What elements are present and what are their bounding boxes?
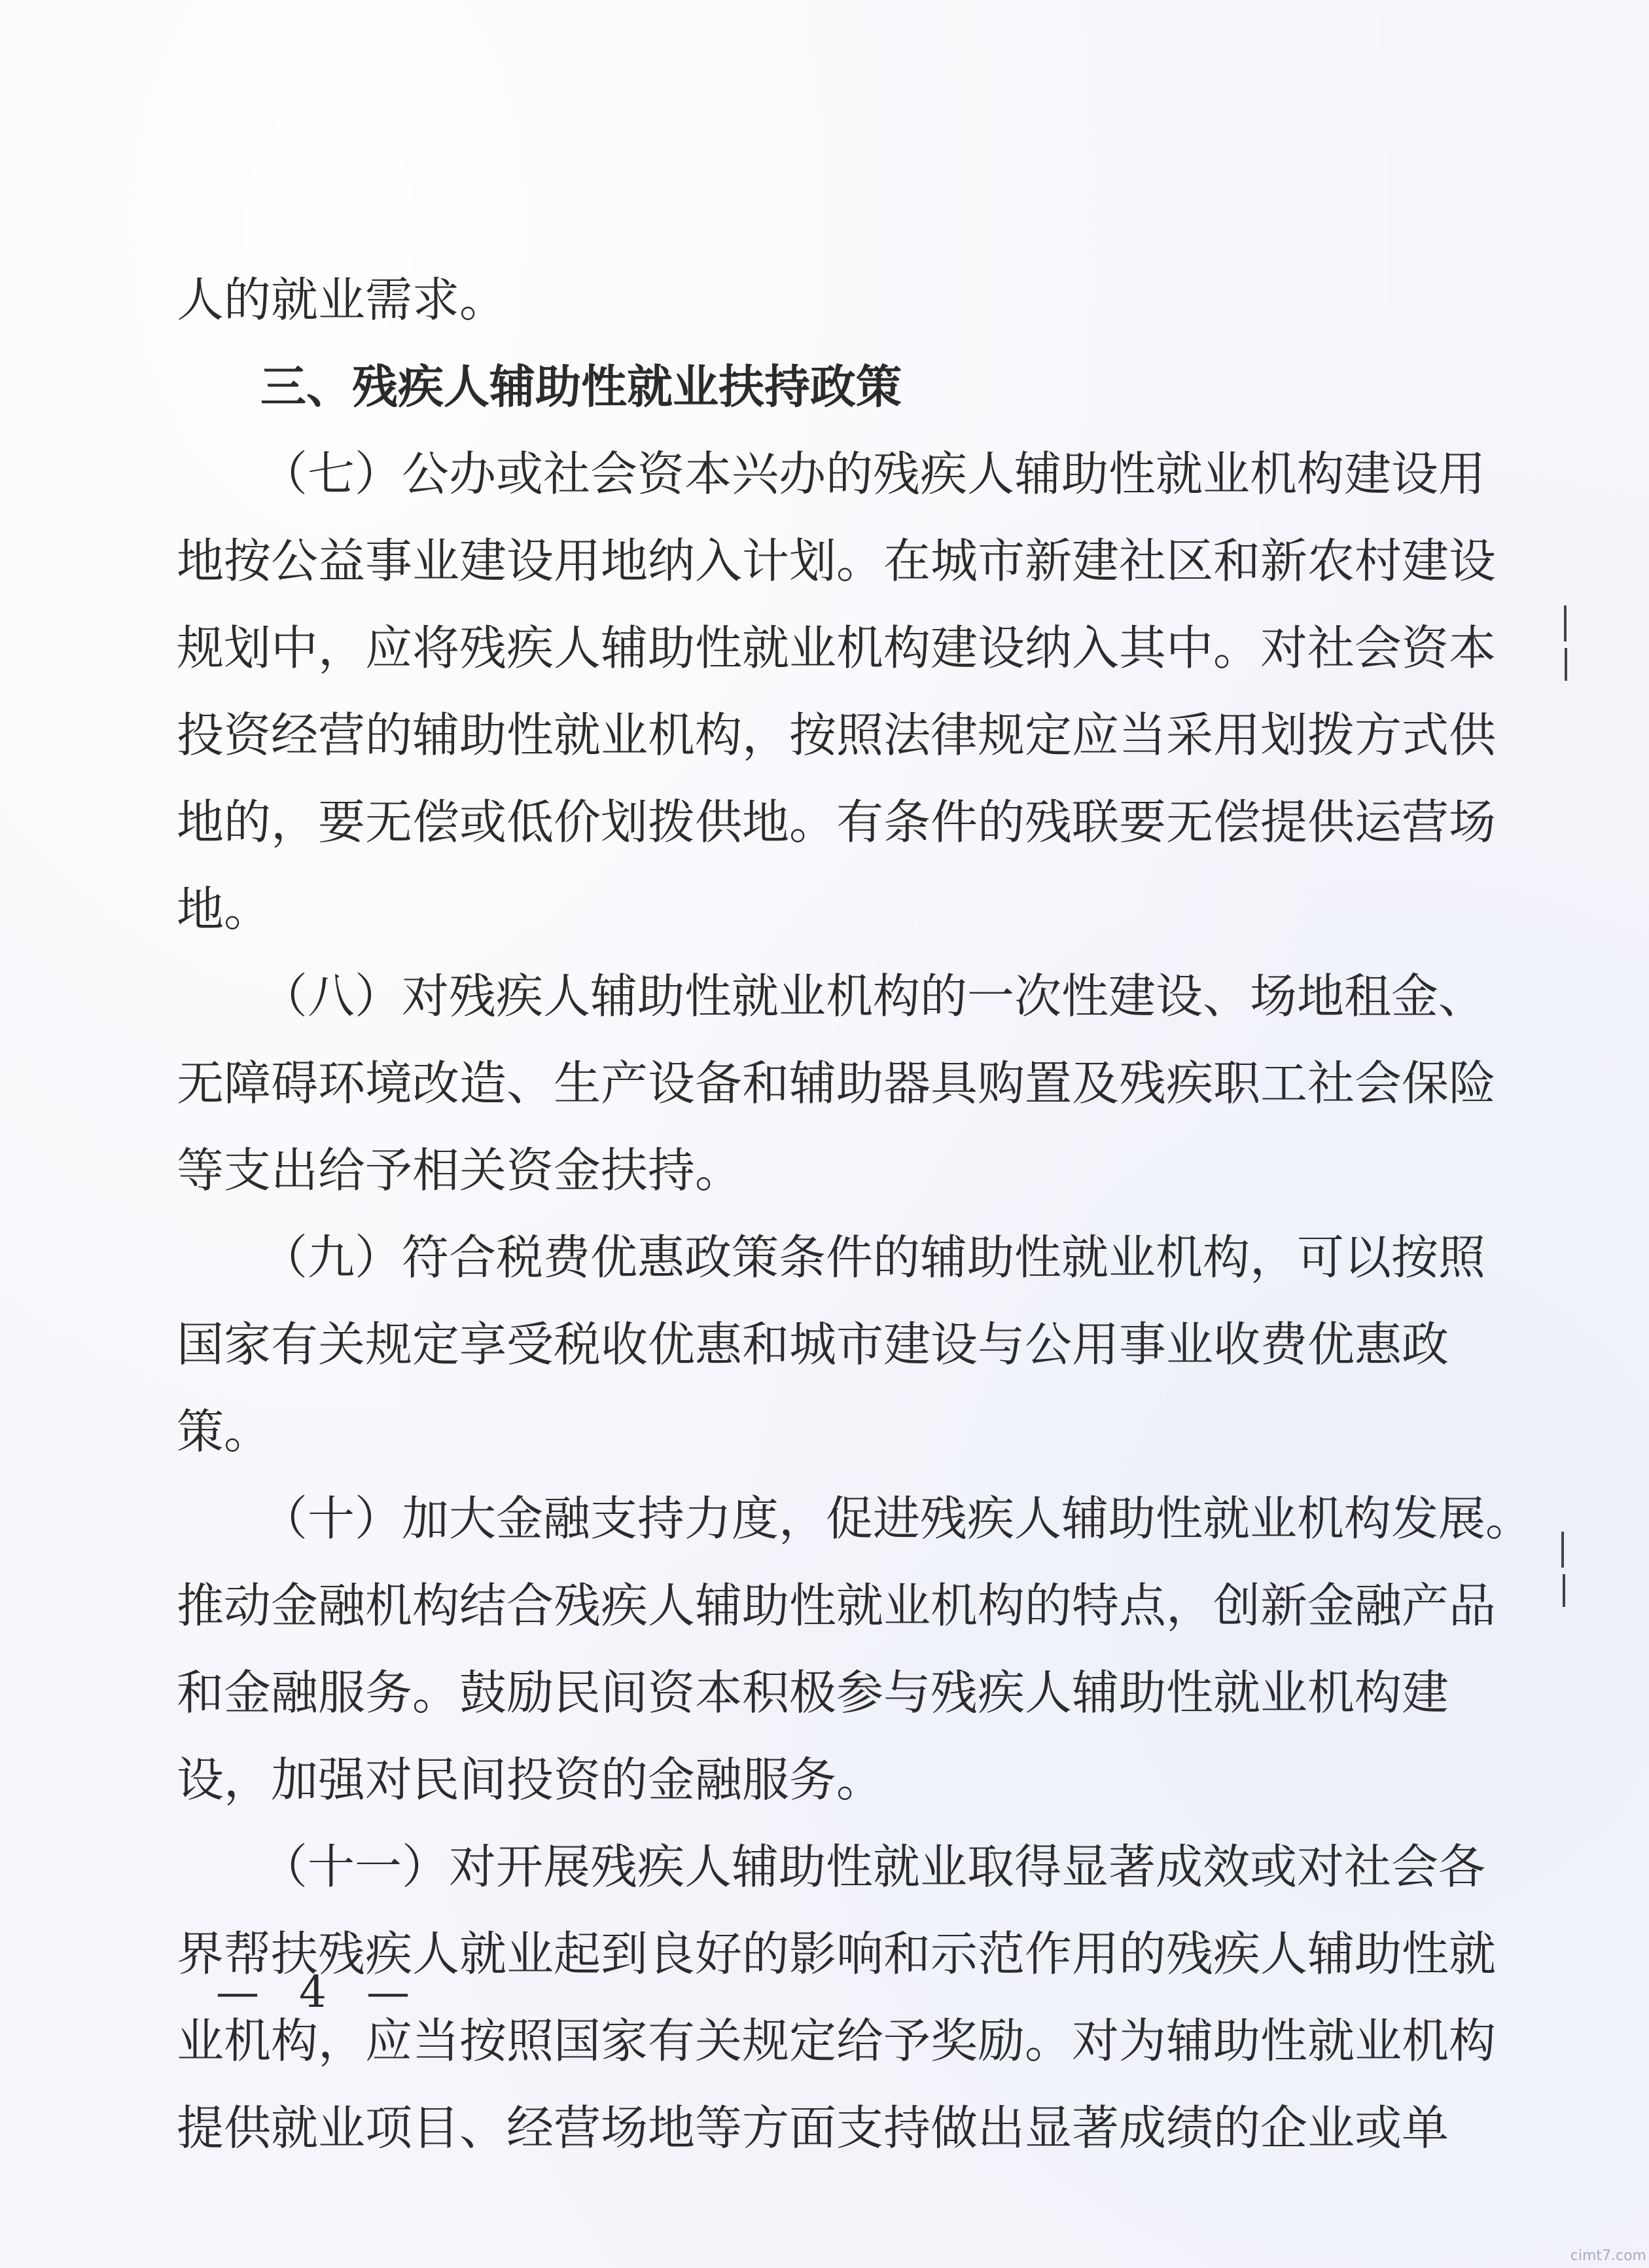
paragraph-line: 地按公益事业建设用地纳入计划。在城市新建社区和新农村建设 [177,533,1497,588]
paragraph-line: 地的，要无偿或低价划拨供地。有条件的残联要无偿提供运营场 [177,795,1497,850]
paragraph-line: 界帮扶残疾人就业起到良好的影响和示范作用的残疾人辅助性就 [177,1926,1497,1981]
page-number: — 4 — [216,1967,423,2017]
paragraph-line: 等支出给予相关资金扶持。 [177,1143,743,1198]
paragraph-line: （八）对残疾人辅助性就业机构的一次性建设、场地租金、 [260,969,1486,1024]
paragraph-line: 地。 [177,882,272,937]
paragraph-line: 策。 [177,1404,272,1459]
section-heading: 三、残疾人辅助性就业扶持政策 [260,360,902,414]
watermark: cimt7.com [1570,2248,1646,2264]
paragraph-line: 设，加强对民间投资的金融服务。 [177,1752,884,1807]
staple-mark-upper [1564,605,1567,641]
paragraph-line: 规划中，应将残疾人辅助性就业机构建设纳入其中。对社会资本 [177,621,1497,675]
paragraph-line: 投资经营的辅助性就业机构，按照法律规定应当采用划拨方式供 [177,708,1497,763]
paragraph-line: 提供就业项目、经营场地等方面支持做出显著成绩的企业或单 [177,2100,1449,2155]
paragraph-line: （七）公办或社会资本兴办的残疾人辅助性就业机构建设用 [260,446,1486,501]
staple-mark-lower-2 [1563,1574,1565,1607]
paragraph-line: 无障碍环境改造、生产设备和辅助器具购置及残疾职工社会保险 [177,1056,1497,1111]
paragraph-line: 人的就业需求。 [177,272,507,327]
paragraph-line: （十）加大金融支持力度，促进残疾人辅助性就业机构发展。 [260,1491,1533,1546]
document-body [177,257,1533,2172]
paragraph-line: 国家有关规定享受税收优惠和城市建设与公用事业收费优惠政 [177,1317,1449,1372]
staple-mark-lower [1561,1532,1564,1568]
paragraph-line: 推动金融机构结合残疾人辅助性就业机构的特点，创新金融产品 [177,1578,1497,1633]
paragraph-line: （十一）对开展残疾人辅助性就业取得显著成效或对社会各 [260,1839,1486,1894]
paragraph-line: 业机构，应当按照国家有关规定给予奖励。对为辅助性就业机构 [177,2013,1497,2068]
staple-mark-upper-2 [1565,648,1567,681]
paragraph-line: 和金融服务。鼓励民间资本积极参与残疾人辅助性就业机构建 [177,1665,1449,1720]
paragraph-line: （九）符合税费优惠政策条件的辅助性就业机构，可以按照 [260,1230,1486,1285]
